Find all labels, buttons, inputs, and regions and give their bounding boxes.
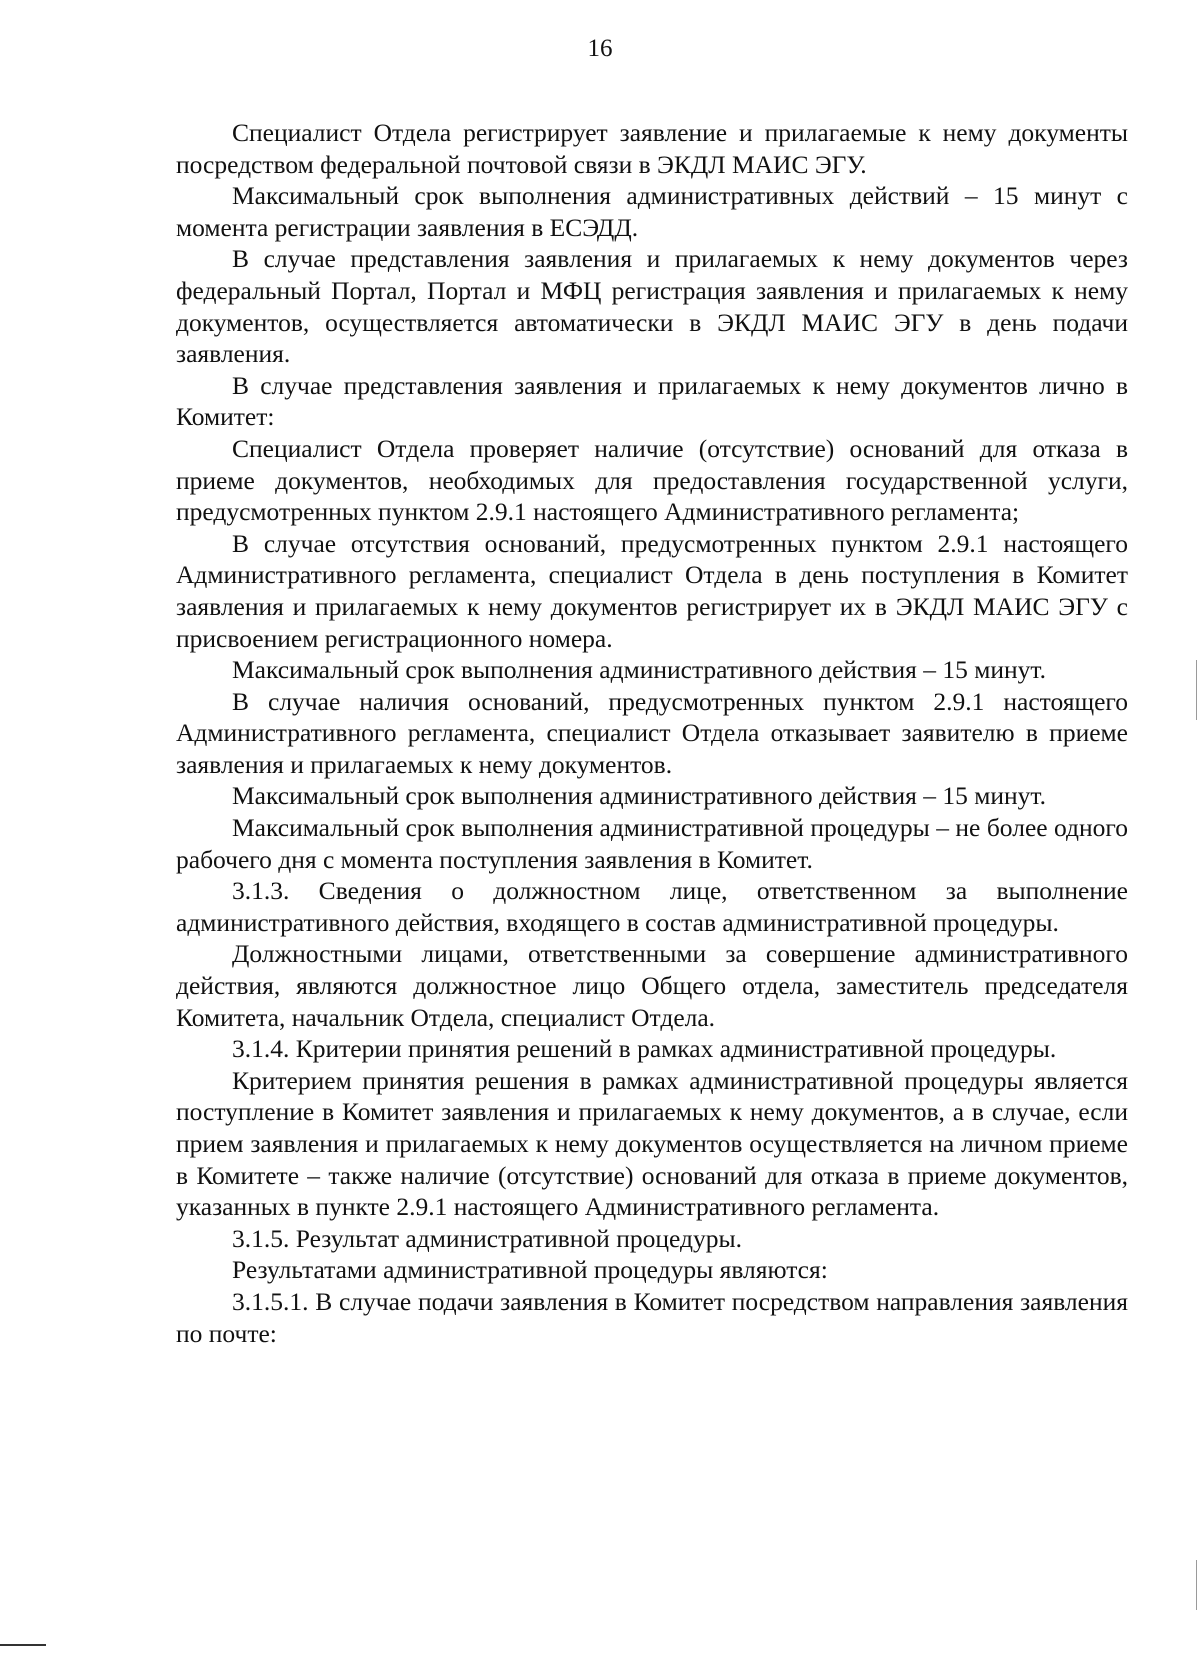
paragraph: Критерием принятия решения в рамках административной процедуры является поступление в Комитет заявления и прилагаемых к нему документов, а в случае, если прием заявления и прилагаемых к нему документов осуществляется на личном приеме в Комитете – также наличие (отсутствие) оснований для отказа в приеме документов, указанных в пункте 2.9.1 настоящего Административного регламента.	[176, 1065, 1128, 1222]
section-heading: 3.1.5. Результат административной процедуры.	[232, 1223, 742, 1253]
paragraph: 3.1.5.1. В случае подачи заявления в Комитет посредством направления заявления по почте:	[176, 1286, 1128, 1348]
paragraph: Результатами административной процедуры являются:	[232, 1255, 828, 1285]
paragraph: Специалист Отдела проверяет наличие (отсутствие) оснований для отказа в приеме документов, необходимых для предоставления государственной услуги, предусмотренных пунктом 2.9.1 настоящего Административного регламента;	[176, 433, 1128, 527]
paragraph: В случае представления заявления и прилагаемых к нему документов лично в Комитет:	[176, 370, 1128, 432]
page-number: 16	[587, 35, 613, 62]
paragraph: Специалист Отдела регистрирует заявление и прилагаемые к нему документы посредством федеральной почтовой связи в ЭКДЛ МАИС ЭГУ.	[176, 118, 1128, 179]
scan-corner-rule	[0, 1644, 46, 1646]
paragraph: Максимальный срок выполнения административной процедуры – не более одного рабочего дня с момента поступления заявления в Комитет.	[176, 813, 1128, 874]
scan-edge-mark	[1196, 660, 1197, 720]
paragraph: В случае отсутствия оснований, предусмотренных пунктом 2.9.1 настоящего Административного регламента, специалист Отдела в день поступления в Комитет заявления и прилагаемых к нему документов регистрирует их в ЭКДЛ МАИС ЭГУ с присвоением регистрационного номера.	[176, 528, 1128, 653]
paragraph: Должностными лицами, ответственными за совершение административного действия, являются должностное лицо Общего отдела, заместитель председателя Комитета, начальник Отдела, специалист Отдела.	[176, 939, 1128, 1032]
paragraph: Максимальный срок выполнения административного действия – 15 минут.	[232, 655, 1046, 685]
paragraph: В случае представления заявления и прилагаемых к нему документов через федеральный Портал, Портал и МФЦ регистрация заявления и прилагаемых к нему документов, осуществляется автоматически в ЭКДЛ МАИС ЭГУ в день подачи заявления.	[176, 244, 1128, 369]
paragraph: В случае наличия оснований, предусмотренных пунктом 2.9.1 настоящего Административного регламента, специалист Отдела отказывает заявителю в приеме заявления и прилагаемых к нему документов.	[176, 686, 1128, 779]
section-heading: 3.1.3. Сведения о должностном лице, ответственном за выполнение административного действия, входящего в состав административной процедуры.	[176, 876, 1128, 937]
document-body	[176, 117, 1128, 1349]
paragraph: Максимальный срок выполнения административных действий – 15 минут с момента регистрации заявления в ЕСЭДД.	[176, 181, 1128, 242]
paragraph: Максимальный срок выполнения административного действия – 15 минут.	[232, 781, 1046, 811]
scan-edge-mark	[1196, 1560, 1197, 1610]
section-heading: 3.1.4. Критерии принятия решений в рамках административной процедуры.	[232, 1034, 1057, 1064]
